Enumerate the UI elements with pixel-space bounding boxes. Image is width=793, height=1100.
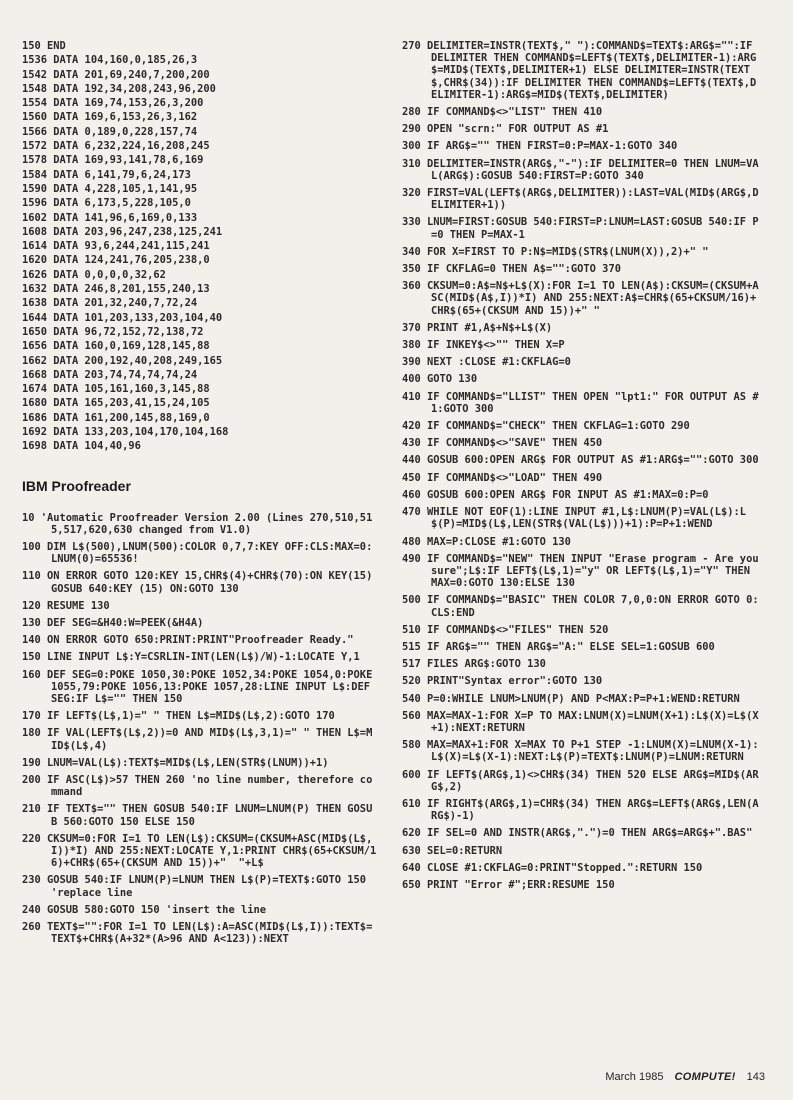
code-line: 580 MAX=MAX+1:FOR X=MAX TO P+1 STEP -1:LNUM(X)=LNUM(X-1):L$(X)=L$(X-1):NEXT:L$(P)=TEXT$:LNUM(P)=LNUM:RETURN [402, 739, 759, 764]
code-line: 280 IF COMMAND$<>"LIST" THEN 410 [402, 106, 603, 119]
magazine-name: COMPUTE! [674, 1071, 736, 1083]
data-line: 1626 DATA 0,0,0,0,32,62 [22, 268, 166, 281]
code-line: 515 IF ARG$="" THEN ARG$="A:" ELSE SEL=1:GOSUB 600 [402, 640, 715, 653]
data-line: 1554 DATA 169,74,153,26,3,200 [22, 97, 204, 110]
section-heading: IBM Proofreader [22, 477, 131, 494]
code-line: 110 ON ERROR GOTO 120:KEY 15,CHR$(4)+CHR$(70):ON KEY(15) GOSUB 640:KEY (15) ON:GOTO 130 [22, 570, 379, 595]
code-line: 340 FOR X=FIRST TO P:N$=MID$(STR$(LNUM(X)),2)+" " [402, 245, 709, 258]
data-line: 1638 DATA 201,32,240,7,72,24 [22, 297, 198, 310]
code-line: 200 IF ASC(L$)>57 THEN 260 'no line number, therefore command [22, 774, 373, 799]
code-line: 400 GOTO 130 [402, 373, 478, 386]
code-line: 330 LNUM=FIRST:GOSUB 540:FIRST=P:LNUM=LAST:GOSUB 540:IF P=0 THEN P=MAX-1 [402, 216, 759, 241]
right-column [402, 40, 765, 896]
data-line: 1584 DATA 6,141,79,6,24,173 [22, 168, 191, 181]
data-line: 1686 DATA 161,200,145,88,169,0 [22, 411, 210, 424]
code-line: 480 MAX=P:CLOSE #1:GOTO 130 [402, 535, 571, 548]
code-line: 310 DELIMITER=INSTR(ARG$,"-"):IF DELIMITER=0 THEN LNUM=VAL(ARG$):GOSUB 540:FIRST=P:GOTO 340 [402, 157, 759, 182]
code-line: 440 GOSUB 600:OPEN ARG$ FOR OUTPUT AS #1:ARG$="":GOTO 300 [402, 454, 759, 467]
code-line: 610 IF RIGHT$(ARG$,1)=CHR$(34) THEN ARG$=LEFT$(ARG$,LEN(ARG$)-1) [402, 797, 759, 823]
data-line: 1536 DATA 104,160,0,185,26,3 [22, 54, 198, 67]
data-line: 1680 DATA 165,203,41,15,24,105 [22, 397, 210, 410]
program-listing-left [22, 512, 377, 946]
code-line: 470 WHILE NOT EOF(1):LINE INPUT #1,L$:LNUM(P)=VAL(L$):L$(P)=MID$(L$,LEN(STR$(VAL(L$)))+1):P=P+1:WEND [402, 506, 747, 531]
code-line: 630 SEL=0:RETURN [402, 844, 503, 857]
data-line: 1602 DATA 141,96,6,169,0,133 [22, 211, 198, 224]
data-line: 1566 DATA 0,189,0,228,157,74 [22, 125, 198, 138]
data-line: 150 END [22, 40, 66, 52]
code-line: 390 NEXT :CLOSE #1:CKFLAG=0 [402, 356, 571, 369]
code-line: 160 DEF SEG=0:POKE 1050,30:POKE 1052,34:POKE 1054,0:POKE 1055,79:POKE 1056,13:POKE 1057,28:LINE INPUT L$:DEF SEG:IF L$="" THEN 150 [22, 668, 379, 706]
code-line: 600 IF LEFT$(ARG$,1)<>CHR$(34) THEN 520 ELSE ARG$=MID$(ARG$,2) [402, 768, 759, 793]
code-line: 260 TEXT$="":FOR I=1 TO LEN(L$):A=ASC(MID$(L$,I)):TEXT$=TEXT$+CHR$(A+32*(A>96 AND A<123)):NEXT [22, 921, 373, 946]
page-number: 143 [746, 1071, 765, 1083]
data-line: 1632 DATA 246,8,201,155,240,13 [22, 283, 210, 296]
code-line: 620 IF SEL=0 AND INSTR(ARG$,".")=0 THEN ARG$=ARG$+".BAS" [402, 827, 753, 840]
data-line: 1650 DATA 96,72,152,72,138,72 [22, 325, 204, 338]
code-line: 270 DELIMITER=INSTR(TEXT$," "):COMMAND$=TEXT$:ARG$="":IF DELIMITER THEN COMMAND$=LEFT$(TEXT$,DELIMITER-1):ARG$=MID$(TEXT$,DELIMITER+1) ELSE DELIMITER=INSTR(TEXT$,CHR$(34)):IF DELIMITER THEN COMMAND$=LEFT$(TEXT$,DELIMITER-1):ARG$=MID$(TEXT$,DELIMITER) [402, 40, 759, 101]
program-listing-right [402, 40, 765, 891]
code-line: 517 FILES ARG$:GOTO 130 [402, 658, 546, 671]
code-line: 430 IF COMMAND$<>"SAVE" THEN 450 [402, 437, 603, 450]
code-line: 510 IF COMMAND$<>"FILES" THEN 520 [402, 623, 609, 636]
data-line: 1590 DATA 4,228,105,1,141,95 [22, 182, 198, 195]
data-line: 1572 DATA 6,232,224,16,208,245 [22, 140, 210, 153]
code-line: 320 FIRST=VAL(LEFT$(ARG$,DELIMITER)):LAST=VAL(MID$(ARG$,DELIMITER+1)) [402, 187, 759, 212]
left-column [22, 40, 377, 951]
code-line: 540 P=0:WHILE LNUM>LNUM(P) AND P<MAX:P=P+1:WEND:RETURN [402, 692, 740, 705]
code-line: 520 PRINT"Syntax error":GOTO 130 [402, 675, 603, 688]
code-line: 220 CKSUM=0:FOR I=1 TO LEN(L$):CKSUM=(CKSUM+ASC(MID$(L$,I))*I) AND 255:NEXT:LOCATE Y,1:PRINT CHR$(65+CKSUM/16)+CHR$(65+(CKSUM AND 15))+" "+L$ [22, 832, 377, 870]
code-line: 120 RESUME 130 [22, 599, 110, 612]
page-footer [605, 1071, 765, 1083]
code-line: 230 GOSUB 540:IF LNUM(P)=LNUM THEN L$(P)=TEXT$:GOTO 150 'replace line [22, 874, 373, 899]
code-line: 190 LNUM=VAL(L$):TEXT$=MID$(L$,LEN(STR$(LNUM))+1) [22, 756, 329, 769]
code-line: 150 LINE INPUT L$:Y=CSRLIN-INT(LEN(L$)/W)-1:LOCATE Y,1 [22, 651, 360, 664]
code-line: 210 IF TEXT$="" THEN GOSUB 540:IF LNUM=LNUM(P) THEN GOSUB 560:GOTO 150 ELSE 150 [22, 803, 373, 828]
code-line: 180 IF VAL(LEFT$(L$,2))=0 AND MID$(L$,3,1)=" " THEN L$=MID$(L$,4) [22, 727, 373, 752]
code-line: 560 MAX=MAX-1:FOR X=P TO MAX:LNUM(X)=LNUM(X+1):L$(X)=L$(X+1):NEXT:RETURN [402, 709, 759, 734]
data-line: 1578 DATA 169,93,141,78,6,169 [22, 154, 204, 167]
data-line: 1692 DATA 133,203,104,170,104,168 [22, 426, 229, 439]
data-line: 1608 DATA 203,96,247,238,125,241 [22, 225, 223, 238]
code-line: 100 DIM L$(500),LNUM(500):COLOR 0,7,7:KEY OFF:CLS:MAX=0:LNUM(0)=65536! [22, 541, 373, 566]
code-line: 450 IF COMMAND$<>"LOAD" THEN 490 [402, 471, 603, 484]
data-line: 1656 DATA 160,0,169,128,145,88 [22, 340, 210, 353]
code-line: 460 GOSUB 600:OPEN ARG$ FOR INPUT AS #1:MAX=0:P=0 [402, 488, 709, 501]
data-line: 1620 DATA 124,241,76,205,238,0 [22, 254, 210, 267]
code-line: 170 IF LEFT$(L$,1)=" " THEN L$=MID$(L$,2):GOTO 170 [22, 710, 335, 723]
data-line: 1548 DATA 192,34,208,243,96,200 [22, 82, 216, 95]
code-line: 130 DEF SEG=&H40:W=PEEK(&H4A) [22, 617, 204, 630]
code-line: 10 'Automatic Proofreader Version 2.00 (Lines 270,510,515,517,620,630 changed from V1.0) [22, 511, 373, 536]
code-line: 140 ON ERROR GOTO 650:PRINT:PRINT"Proofreader Ready." [22, 634, 354, 647]
data-line: 1614 DATA 93,6,244,241,115,241 [22, 240, 210, 253]
code-line: 290 OPEN "scrn:" FOR OUTPUT AS #1 [402, 123, 609, 136]
code-line: 500 IF COMMAND$="BASIC" THEN COLOR 7,0,0:ON ERROR GOTO 0:CLS:END [402, 594, 759, 619]
data-line: 1560 DATA 169,6,153,26,3,162 [22, 111, 198, 124]
data-line: 1596 DATA 6,173,5,228,105,0 [22, 197, 191, 210]
code-line: 410 IF COMMAND$="LLIST" THEN OPEN "lpt1:" FOR OUTPUT AS #1:GOTO 300 [402, 390, 759, 415]
issue-date: March 1985 [605, 1071, 664, 1083]
code-line: 300 IF ARG$="" THEN FIRST=0:P=MAX-1:GOTO 340 [402, 140, 678, 153]
data-line: 1662 DATA 200,192,40,208,249,165 [22, 354, 223, 367]
data-line: 1698 DATA 104,40,96 [22, 440, 141, 453]
data-line: 1542 DATA 201,69,240,7,200,200 [22, 68, 210, 81]
code-line: 240 GOSUB 580:GOTO 150 'insert the line [22, 903, 266, 916]
code-line: 640 CLOSE #1:CKFLAG=0:PRINT"Stopped.":RETURN 150 [402, 861, 703, 874]
data-listing [22, 40, 377, 453]
code-line: 370 PRINT #1,A$+N$+L$(X) [402, 321, 553, 334]
code-line: 380 IF INKEY$<>"" THEN X=P [402, 339, 565, 352]
data-line: 1668 DATA 203,74,74,74,74,24 [22, 368, 198, 381]
code-line: 350 IF CKFLAG=0 THEN A$="":GOTO 370 [402, 263, 621, 276]
data-line: 1644 DATA 101,203,133,203,104,40 [22, 311, 223, 324]
data-line: 1674 DATA 105,161,160,3,145,88 [22, 383, 210, 396]
code-line: 650 PRINT "Error #";ERR:RESUME 150 [402, 878, 615, 891]
code-line: 360 CKSUM=0:A$=N$+L$(X):FOR I=1 TO LEN(A$):CKSUM=(CKSUM+ASC(MID$(A$,I))*I) AND 255:NEXT:A$=CHR$(65+CKSUM/16)+CHR$(65+(CKSUM AND 15))+" " [402, 280, 759, 317]
code-line: 420 IF COMMAND$="CHECK" THEN CKFLAG=1:GOTO 290 [402, 420, 690, 433]
code-line: 490 IF COMMAND$="NEW" THEN INPUT "Erase program - Are you sure";L$:IF LEFT$(L$,1)="y" OR LEFT$(L$,1)="Y" THEN MAX=0:GOTO 130:ELSE 130 [402, 552, 765, 590]
